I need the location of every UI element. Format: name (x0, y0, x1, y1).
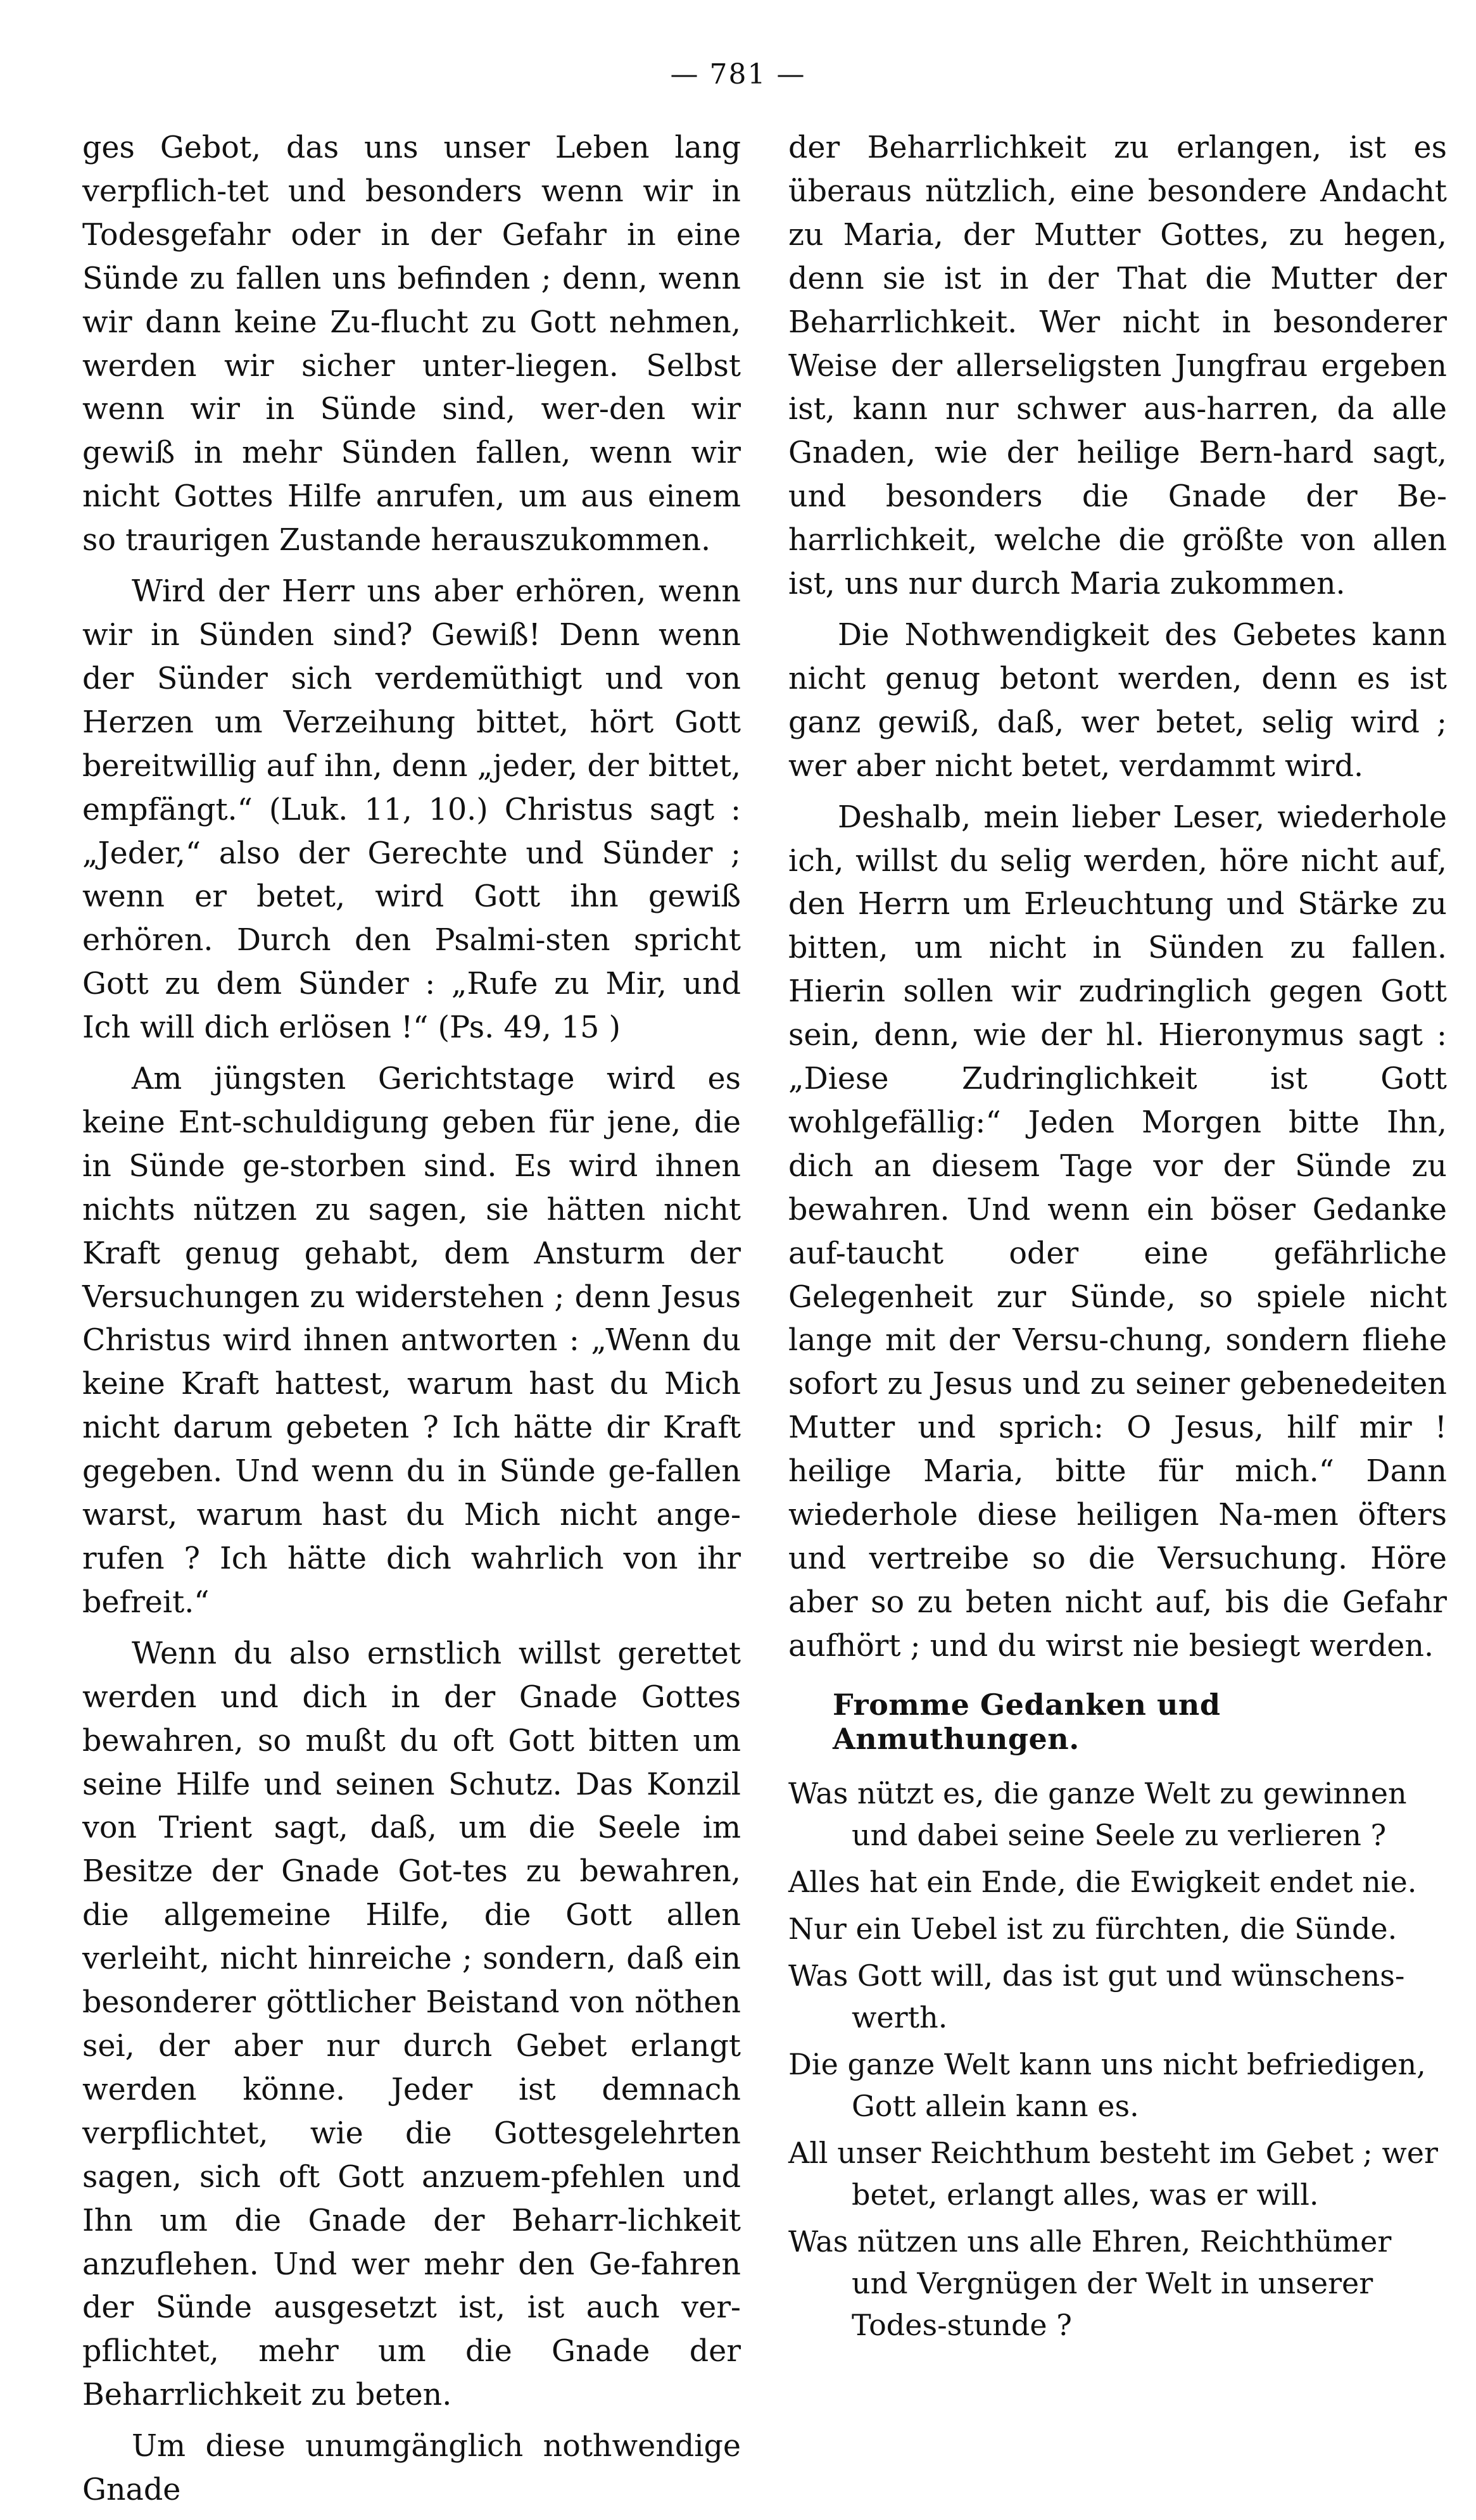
paragraph: Wenn du also ernstlich willst gerettet werden und dich in der Gnade Gottes bewahren, so mußt du oft Gott bitten um seine Hilfe und seinen Schutz. Das Konzil von Trient sagt, daß, um die Seele im Besitze der Gnade Got-tes zu bewahren, die allgemeine Hilfe, die Gott allen verleiht, nicht hinreiche ; sondern, daß ein besonderer göttlicher Beistand von nöthen sei, der aber nur durch Gebet erlangt werden könne. Jeder ist demnach verpflichtet, wie die Gottesgelehrten sagen, sich oft Gott anzuem-pfehlen und Ihn um die Gnade der Beharr-lichkeit anzuflehen. Und wer mehr den Ge-fahren der Sünde ausgesetzt ist, ist auch ver-pflichtet, mehr um die Gnade der Beharrlichkeit zu beten. (82, 1636, 741, 2413)
maxim-item: Die ganze Welt kann uns nicht befriedigen, Gott allein kann es. (788, 2047, 1426, 2123)
paragraph: Deshalb, mein lieber Leser, wiederhole ich, willst du selig werden, höre nicht auf, den Herrn um Erleuchtung und Stärke zu bitten, um nicht in Sünden zu fallen. Hierin sollen wir zudringlich gegen Gott sein, denn, wie der hl. Hieronymus sagt : „Diese Zudringlichkeit ist Gott wohlgefällig:“ Jeden Morgen bitte Ihn, dich an diesem Tage vor der Sünde zu bewahren. Und wenn ein böser Gedanke auf-taucht oder eine gefährliche Gelegenheit zur Sünde, so spiele nicht lange mit der Versu-chung, sondern fliehe sofort zu Jesus und zu seiner gebenedeiten Mutter und sprich: O Jesus, hilf mir ! heilige Maria, bitte für mich.“ Dann wiederhole diese heiligen Na-men öfters und vertreibe so die Versuchung. Höre aber so zu beten nicht auf, bis die Gefahr aufhört ; und du wirst nie besiegt werden. (788, 799, 1447, 1664)
left-column (82, 127, 741, 2520)
paragraph: ges Gebot, das uns unser Leben lang verpflich-tet und besonders wenn wir in Todesgefahr oder in der Gefahr in eine Sünde zu fallen uns befinden ; denn, wenn wir dann keine Zu-flucht zu Gott nehmen, werden wir sicher unter-liegen. Selbst wenn wir in Sünde sind, wer-den wir gewiß in mehr Sünden fallen, wenn wir nicht Gottes Hilfe anrufen, um aus einem so traurigen Zustande herauszukommen. (82, 130, 741, 558)
maxim-item: Was nützt es, die ganze Welt zu gewinnen und dabei seine Seele zu verlieren ? (788, 1776, 1407, 1852)
maxim-item: Was Gott will, das ist gut und wünschens-werth. (788, 1958, 1405, 2034)
maxim-item: Alles hat ein Ende, die Ewigkeit endet nie. (788, 1864, 1417, 1899)
paragraph: der Beharrlichkeit zu erlangen, ist es überaus nützlich, eine besondere Andacht zu Maria, der Mutter Gottes, zu hegen, denn sie ist in der That die Mutter der Beharrlichkeit. Wer nicht in besonderer Weise der allerseligsten Jungfrau ergeben ist, kann nur schwer aus-harren, da alle Gnaden, wie der heilige Bern-hard sagt, und besonders die Gnade der Be-harrlichkeit, welche die größte von allen ist, uns nur durch Maria zukommen. (788, 130, 1447, 602)
maxim-item: All unser Reichthum besteht im Gebet ; wer betet, erlangt alles, was er will. (788, 2135, 1439, 2212)
page-number: — 781 — (670, 58, 806, 91)
right-column (788, 127, 1447, 2351)
paragraph: Die Nothwendigkeit des Gebetes kann nicht genug betont werden, denn es ist ganz gewiß, daß, wer betet, selig wird ; wer aber nicht betet, verdammt wird. (788, 617, 1447, 784)
maxim-item: Was nützen uns alle Ehren, Reichthümer und Vergnügen der Welt in unserer Todes-stunde ? (788, 2224, 1392, 2342)
section-heading: Fromme Gedanken und Anmuthungen. (833, 1687, 1221, 1756)
paragraph: Am jüngsten Gerichtstage wird es keine Ent-schuldigung geben für jene, die in Sünde ge-storben sind. Es wird ihnen nichts nützen zu sagen, sie hätten nicht Kraft genug gehabt, dem Ansturm der Versuchungen zu widerstehen ; denn Jesus Christus wird ihnen antworten : „Wenn du keine Kraft hattest, warum hast du Mich nicht darum gebeten ? Ich hätte dir Kraft gegeben. Und wenn du in Sünde ge-fallen warst, warum hast du Mich nicht ange-rufen ? Ich hätte dich wahrlich von ihr befreit.“ (82, 1062, 741, 1620)
maxim-item: Nur ein Uebel ist zu fürchten, die Sünde. (788, 1911, 1397, 1946)
paragraph: Wird der Herr uns aber erhören, wenn wir in Sünden sind? Gewiß! Denn wenn der Sünder sich verdemüthigt und von Herzen um Verzeihung bittet, hört Gott bereitwillig auf ihn, denn „jeder, der bittet, empfängt.“ (Luk. 11, 10.) Christus sagt : „Jeder,“ also der Gerechte und Sünder ; wenn er betet, wird Gott ihn gewiß erhören. Durch den Psalmi-sten spricht Gott zu dem Sünder : „Rufe zu Mir, und Ich will dich erlösen !“ (Ps. 49, 15 ) (82, 574, 741, 1046)
paragraph: Um diese unumgänglich nothwendige Gnade (82, 2429, 741, 2508)
